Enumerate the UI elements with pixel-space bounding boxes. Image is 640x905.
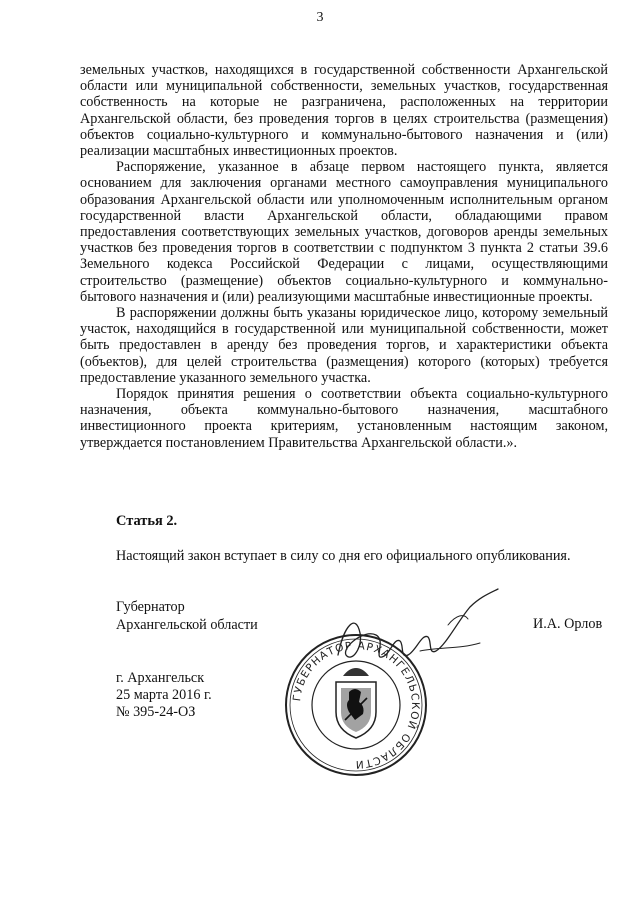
handwritten-signature	[330, 585, 510, 680]
paragraph-1: земельных участков, находящихся в государственной собственности Архангельской области или муниципальной собственности, земельных участков, государственная собственность на которые не разграничена, расположенных на территории Архангельской области, без проведения торгов в целях строительства (размещения) объектов социально-культурного и коммунально-бытового назначения и (или) реализации масштабных инвестиционных проектов.	[80, 62, 608, 160]
city: г. Архангельск	[116, 670, 205, 686]
paragraph-4: Порядок принятия решения о соответствии объекта социально-культурного назначения, объекта коммунально-бытового назначения, масштабного инвестиционного проекта критериям, установленным настоящим законом, утверждается постановлением Правительства Архангельской области.».	[80, 386, 608, 451]
article-text: Настоящий закон вступает в силу со дня его официального опубликования.	[116, 548, 571, 564]
place-date-block	[116, 670, 212, 721]
article-title: Статья 2.	[116, 513, 178, 529]
signatory-title	[116, 598, 258, 634]
seal-text: ГУБЕРНАТОР АРХАНГЕЛЬСКОЙ ОБЛАСТИ	[291, 639, 422, 771]
paragraph-2: Распоряжение, указанное в абзаце первом настоящего пункта, является основанием для заключения органами местного самоуправления муниципального образования Архангельской области или уполномоченным исполнительным органом государственной власти Архангельской области, обладающими правом предоставления соответствующих земельных участков, договоров аренды земельных участков без проведения торгов в соответствии с подпунктом 3 пункта 2 статьи 39.6 Земельного кодекса Российской Федерации с лицами, осуществляющими строительство (размещение) объектов социально-культурного и коммунально-бытового назначения и (или) реализующими масштабные инвестиционные проекты.	[80, 159, 608, 305]
paragraph-3: В распоряжении должны быть указаны юридическое лицо, которому земельный участок, находящийся в государственной или муниципальной собственности, может быть предоставлен в аренду без проведения торгов, и характеристики объекта (объектов), для целей строительства (размещения) которого (которых) требуется предоставление указанного земельного участка.	[80, 305, 608, 386]
page-number: 3	[316, 10, 324, 25]
signatory-title-line1: Губернатор	[116, 599, 185, 615]
body-text	[80, 62, 608, 451]
date: 25 марта 2016 г.	[116, 687, 212, 703]
signatory-name: И.А. Орлов	[533, 616, 603, 632]
law-number: № 395-24-ОЗ	[116, 704, 196, 720]
signatory-title-line2: Архангельской области	[116, 617, 258, 633]
